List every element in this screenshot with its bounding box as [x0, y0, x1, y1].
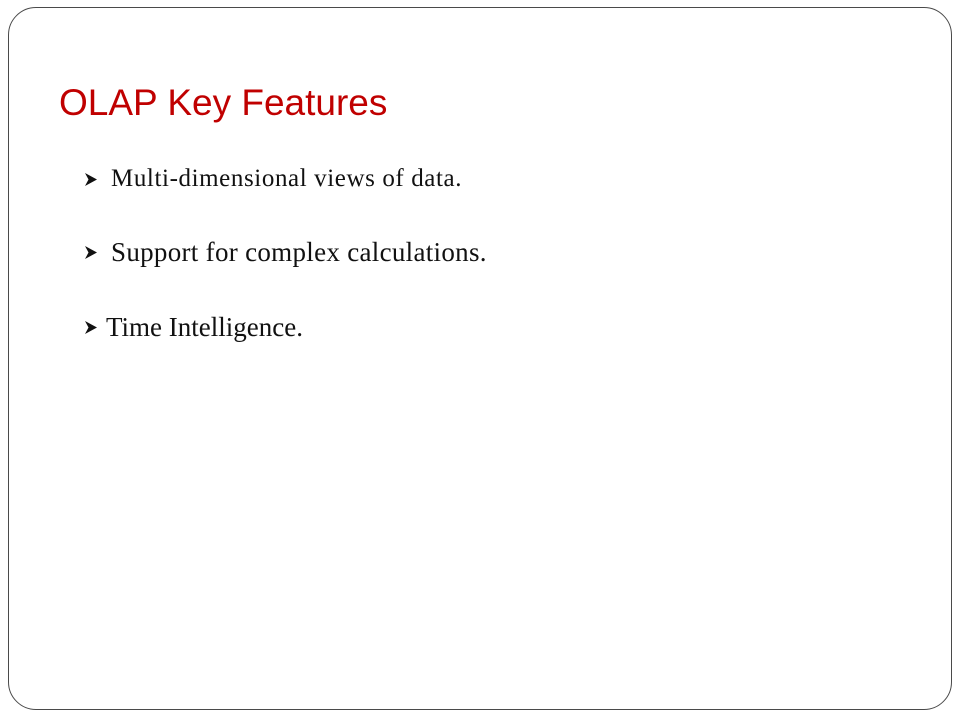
- arrow-bullet-icon: [85, 173, 97, 186]
- slide-frame: [8, 7, 952, 710]
- bullet-text: Support for complex calculations.: [111, 237, 487, 267]
- arrow-bullet-icon: [85, 246, 97, 259]
- bullet-text: Multi-dimensional views of data.: [111, 165, 463, 192]
- bullet-item: [85, 237, 487, 268]
- bullet-item: [85, 165, 462, 193]
- bullet-text: Time Intelligence.: [106, 312, 303, 342]
- bullet-item: [85, 312, 303, 343]
- slide-title: OLAP Key Features: [59, 82, 388, 123]
- arrow-bullet-icon: [85, 321, 97, 334]
